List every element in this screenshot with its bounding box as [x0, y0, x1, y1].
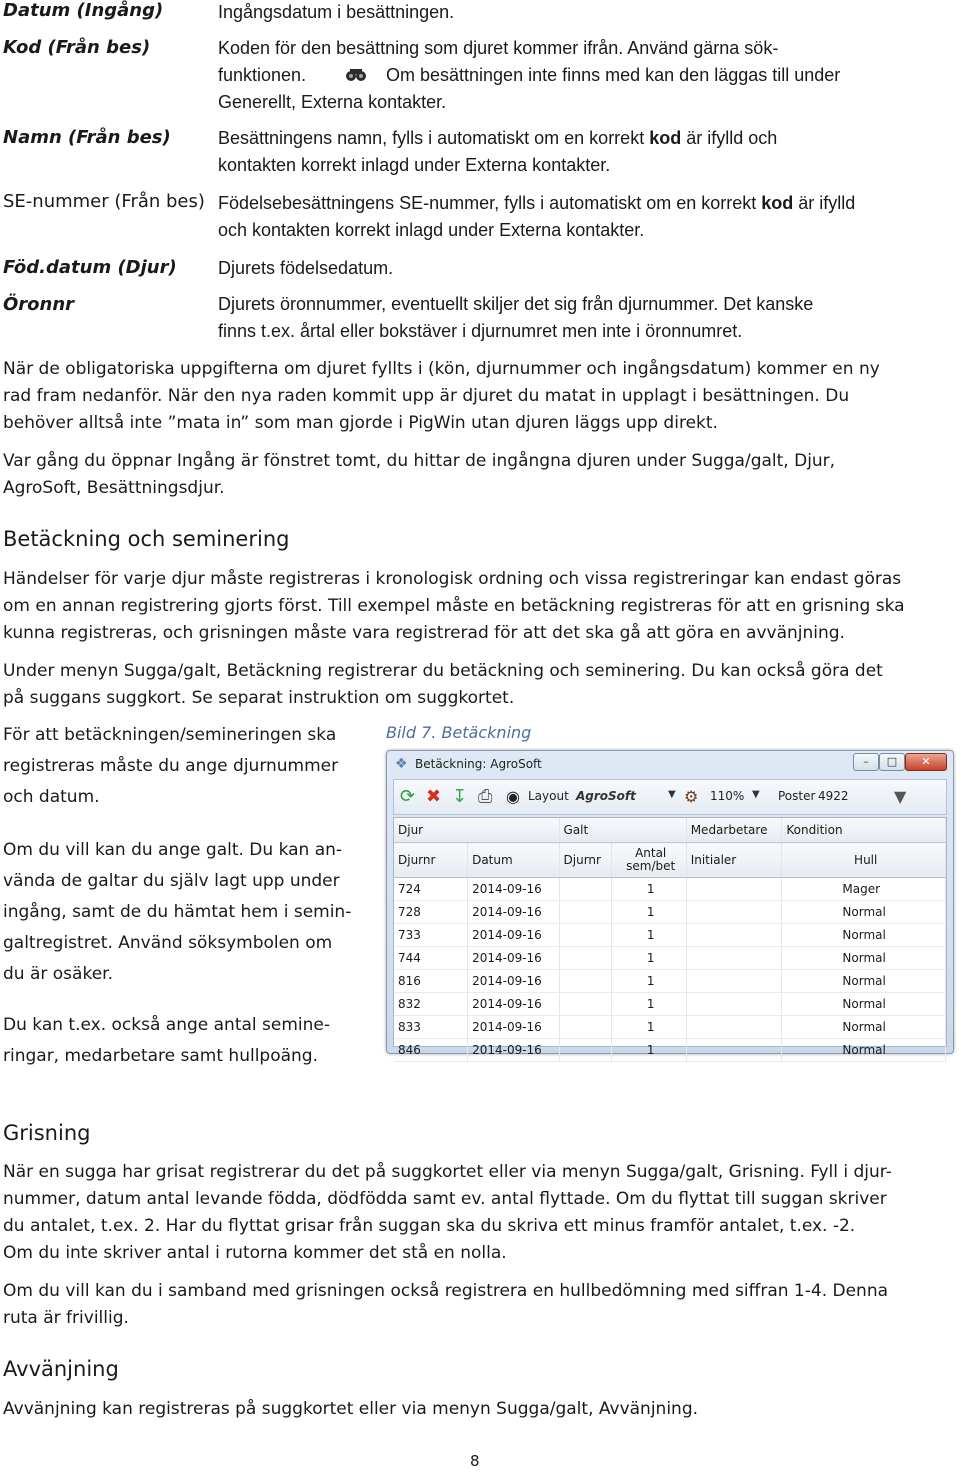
cell-galt: [559, 878, 611, 901]
betackning-left-paragraph-1: För att betäckningen/semineringen ska registreras måste du ange djurnummer och datum.: [3, 725, 339, 807]
minimize-button[interactable]: –: [853, 753, 879, 771]
definition-se-nummer-line1: Födelsebesättningens SE-nummer, fylls i automatiskt om en korrekt kod är ifylld: [218, 193, 856, 213]
figure-caption: Bild 7. Betäckning: [386, 723, 532, 742]
column-header-hull[interactable]: Hull: [782, 843, 946, 878]
definition-namn-line2: kontakten korrekt inlagd under Externa kontakter.: [218, 155, 611, 175]
cell-initialer: [686, 901, 782, 924]
cell-galt: [559, 947, 611, 970]
group-galt[interactable]: Galt: [559, 818, 686, 843]
term-namn: Namn (Från bes): [3, 127, 171, 148]
group-medarbetare[interactable]: Medarbetare: [686, 818, 782, 843]
term-se-nummer: SE-nummer (Från bes): [3, 191, 205, 212]
avvanjning-paragraph: Avvänjning kan registreras på suggkortet eller via menyn Sugga/galt, Avvänjning.: [3, 1399, 699, 1419]
cell-hull: Normal: [782, 1039, 946, 1062]
definition-datum-ingang: Ingångsdatum i besättningen.: [218, 2, 455, 22]
term-kod: Kod (Från bes): [3, 37, 151, 58]
definition-kod-line1: Koden för den besättning som djuret kommer ifrån. Använd gärna sök-: [218, 38, 779, 58]
cell-initialer: [686, 970, 782, 993]
cell-datum: 2014-09-16: [468, 878, 559, 901]
column-header-row: [394, 843, 946, 878]
cell-initialer: [686, 1039, 782, 1062]
zoom-dropdown-icon[interactable]: ▼: [752, 789, 760, 800]
filter-icon[interactable]: ▼: [894, 787, 907, 806]
definition-kod-line4: Generellt, Externa kontakter.: [218, 92, 447, 112]
cell-galt: [559, 993, 611, 1016]
page-number: 8: [470, 1452, 480, 1470]
cell-djurnr: 833: [394, 1016, 468, 1039]
definition-se-nummer-line2: och kontakten korrekt inlagd under Externa kontakter.: [218, 220, 645, 240]
intro-paragraph-2: Var gång du öppnar Ingång är fönstret tomt, du hittar de ingångna djuren under Sugga/galt, Djur, AgroSoft, Besättningsdjur.: [3, 451, 836, 498]
column-header-antal[interactable]: Antal sem/bet: [611, 843, 686, 878]
app-icon: ❖: [395, 756, 408, 772]
grisning-paragraph-1: När en sugga har grisat registrerar du det på suggkortet eller via menyn Sugga/galt, Grisning. Fyll i djur- nummer, datum antal levande födda, dödfödda samt ev. antal flyttade. Om du flyttat till suggan skriver du antalet, t.ex. 2. Har du flyttat grisar från suggan ska du skriva ett minus framför antalet, t.ex. -2. Om du inte skriver antal i rutorna kommer det stå en nolla.: [3, 1162, 892, 1263]
column-header-datum[interactable]: Datum: [468, 843, 559, 878]
close-window-button[interactable]: ✕: [905, 753, 947, 771]
refresh-icon[interactable]: ⟳: [400, 786, 416, 807]
maximize-button[interactable]: □: [879, 753, 905, 771]
settings-icon[interactable]: ⚙: [684, 787, 699, 806]
table-row[interactable]: [394, 947, 946, 970]
cell-hull: Normal: [782, 993, 946, 1016]
column-header-initialer[interactable]: Initialer: [686, 843, 782, 878]
betackning-paragraph-1: Händelser för varje djur måste registreras i kronologisk ordning och vissa registreringar kan endast göras om en annan registrering gjorts först. Till exempel måste en betäckning registreras för att en grisning ska kunna registreras, och grisningen måste vara registrerad för att det ska gå att göra en avvänjning.: [3, 569, 905, 643]
cell-hull: Normal: [782, 924, 946, 947]
table-row[interactable]: [394, 878, 946, 901]
cell-datum: 2014-09-16: [468, 1039, 559, 1062]
cell-hull: Normal: [782, 970, 946, 993]
cell-djurnr: 816: [394, 970, 468, 993]
poster-count: 4922: [818, 789, 849, 803]
cell-djurnr: 724: [394, 878, 468, 901]
zoom-level[interactable]: 110%: [710, 789, 745, 803]
delete-icon[interactable]: ✖: [426, 786, 442, 807]
cell-djurnr: 846: [394, 1039, 468, 1062]
cell-datum: 2014-09-16: [468, 1016, 559, 1039]
cell-initialer: [686, 1016, 782, 1039]
cell-antal: 1: [611, 993, 686, 1016]
heading-avvanjning: Avvänjning: [3, 1357, 119, 1381]
definition-namn-line1: Besättningens namn, fylls i automatiskt om en korrekt kod är ifylld och: [218, 128, 778, 148]
column-header-galt-djurnr[interactable]: Djurnr: [559, 843, 611, 878]
cell-galt: [559, 1039, 611, 1062]
heading-betackning: Betäckning och seminering: [3, 527, 290, 551]
poster-label: Poster: [778, 789, 816, 803]
cell-hull: Normal: [782, 947, 946, 970]
window-title: Betäckning: AgroSoft: [415, 757, 542, 771]
betackning-paragraph-2: Under menyn Sugga/galt, Betäckning registrerar du betäckning och seminering. Du kan också göra det på suggans suggkort. Se separat instruktion om suggkortet.: [3, 661, 883, 708]
group-kondition[interactable]: Kondition: [782, 818, 946, 843]
grisning-paragraph-2: Om du vill kan du i samband med grisningen också registrera en hullbedömning med siffran 1-4. Denna ruta är frivillig.: [3, 1281, 889, 1328]
group-djur[interactable]: Djur: [394, 818, 559, 843]
layout-select[interactable]: AgroSoft: [576, 789, 636, 803]
toolbar: [393, 779, 947, 815]
cell-initialer: [686, 947, 782, 970]
cell-datum: 2014-09-16: [468, 901, 559, 924]
search-binoculars-icon[interactable]: ◉: [506, 787, 520, 806]
layout-label: Layout: [528, 789, 569, 803]
cell-initialer: [686, 924, 782, 947]
cell-hull: Mager: [782, 878, 946, 901]
cell-galt: [559, 970, 611, 993]
print-icon[interactable]: ⎙: [478, 786, 493, 807]
cell-djurnr: 728: [394, 901, 468, 924]
definition-kod-line2: funktionen.: [218, 65, 307, 85]
definition-oronnr-line1: Djurets öronnummer, eventuellt skiljer det sig från djurnummer. Det kanske: [218, 294, 814, 314]
cell-hull: Normal: [782, 901, 946, 924]
table-row[interactable]: [394, 970, 946, 993]
definition-kod-line3: Om besättningen inte finns med kan den läggas till under: [386, 65, 841, 85]
binoculars-search-icon: [342, 64, 370, 84]
cell-datum: 2014-09-16: [468, 924, 559, 947]
table-row[interactable]: [394, 1016, 946, 1039]
definition-oronnr-line2: finns t.ex. årtal eller bokstäver i djurnumret men inte i öronnumret.: [218, 321, 743, 341]
download-icon[interactable]: ↧: [452, 786, 468, 807]
term-oronnr: Öronnr: [3, 294, 75, 315]
column-header-djurnr[interactable]: Djurnr: [394, 843, 468, 878]
cell-djurnr: 744: [394, 947, 468, 970]
term-fod-datum: Föd.datum (Djur): [3, 257, 177, 278]
layout-dropdown-icon[interactable]: ▼: [668, 789, 676, 800]
cell-initialer: [686, 878, 782, 901]
table-row[interactable]: [394, 1039, 946, 1062]
betackning-window: [386, 750, 954, 1057]
betackning-left-paragraph-2: Om du vill kan du ange galt. Du kan an- vända de galtar du själv lagt upp under ingång, samt de du hämtat hem i semin- galtregistret. Använd söksymbolen om du är osäker.: [3, 840, 352, 984]
definition-fod-datum: Djurets födelsedatum.: [218, 258, 394, 278]
cell-antal: 1: [611, 1016, 686, 1039]
intro-paragraph-1: När de obligatoriska uppgifterna om djuret fyllts i (kön, djurnummer och ingångsdatum) kommer en ny rad fram nedanför. När den nya raden kommit upp är djuret du matat in upplagt i besättningen. Du behöver alltså inte ”mata in” som man gjorde i PigWin utan djuren läggs upp direkt.: [3, 359, 880, 433]
table-row[interactable]: [394, 901, 946, 924]
cell-datum: 2014-09-16: [468, 947, 559, 970]
cell-antal: 1: [611, 924, 686, 947]
cell-antal: 1: [611, 970, 686, 993]
cell-galt: [559, 901, 611, 924]
term-datum-ingang: Datum (Ingång): [3, 0, 164, 21]
cell-antal: 1: [611, 878, 686, 901]
cell-djurnr: 733: [394, 924, 468, 947]
cell-hull: Normal: [782, 1016, 946, 1039]
cell-galt: [559, 1016, 611, 1039]
betackning-left-paragraph-3: Du kan t.ex. också ange antal semine- ringar, medarbetare samt hullpoäng.: [3, 1015, 330, 1066]
cell-antal: 1: [611, 901, 686, 924]
heading-grisning: Grisning: [3, 1121, 91, 1145]
cell-djurnr: 832: [394, 993, 468, 1016]
window-titlebar: [387, 751, 953, 779]
cell-galt: [559, 924, 611, 947]
cell-antal: 1: [611, 947, 686, 970]
cell-datum: 2014-09-16: [468, 970, 559, 993]
table-row[interactable]: [394, 924, 946, 947]
cell-antal: 1: [611, 1039, 686, 1062]
data-grid: [393, 817, 947, 1057]
cell-datum: 2014-09-16: [468, 993, 559, 1016]
column-group-row: [394, 818, 946, 843]
table-row[interactable]: [394, 993, 946, 1016]
cell-initialer: [686, 993, 782, 1016]
